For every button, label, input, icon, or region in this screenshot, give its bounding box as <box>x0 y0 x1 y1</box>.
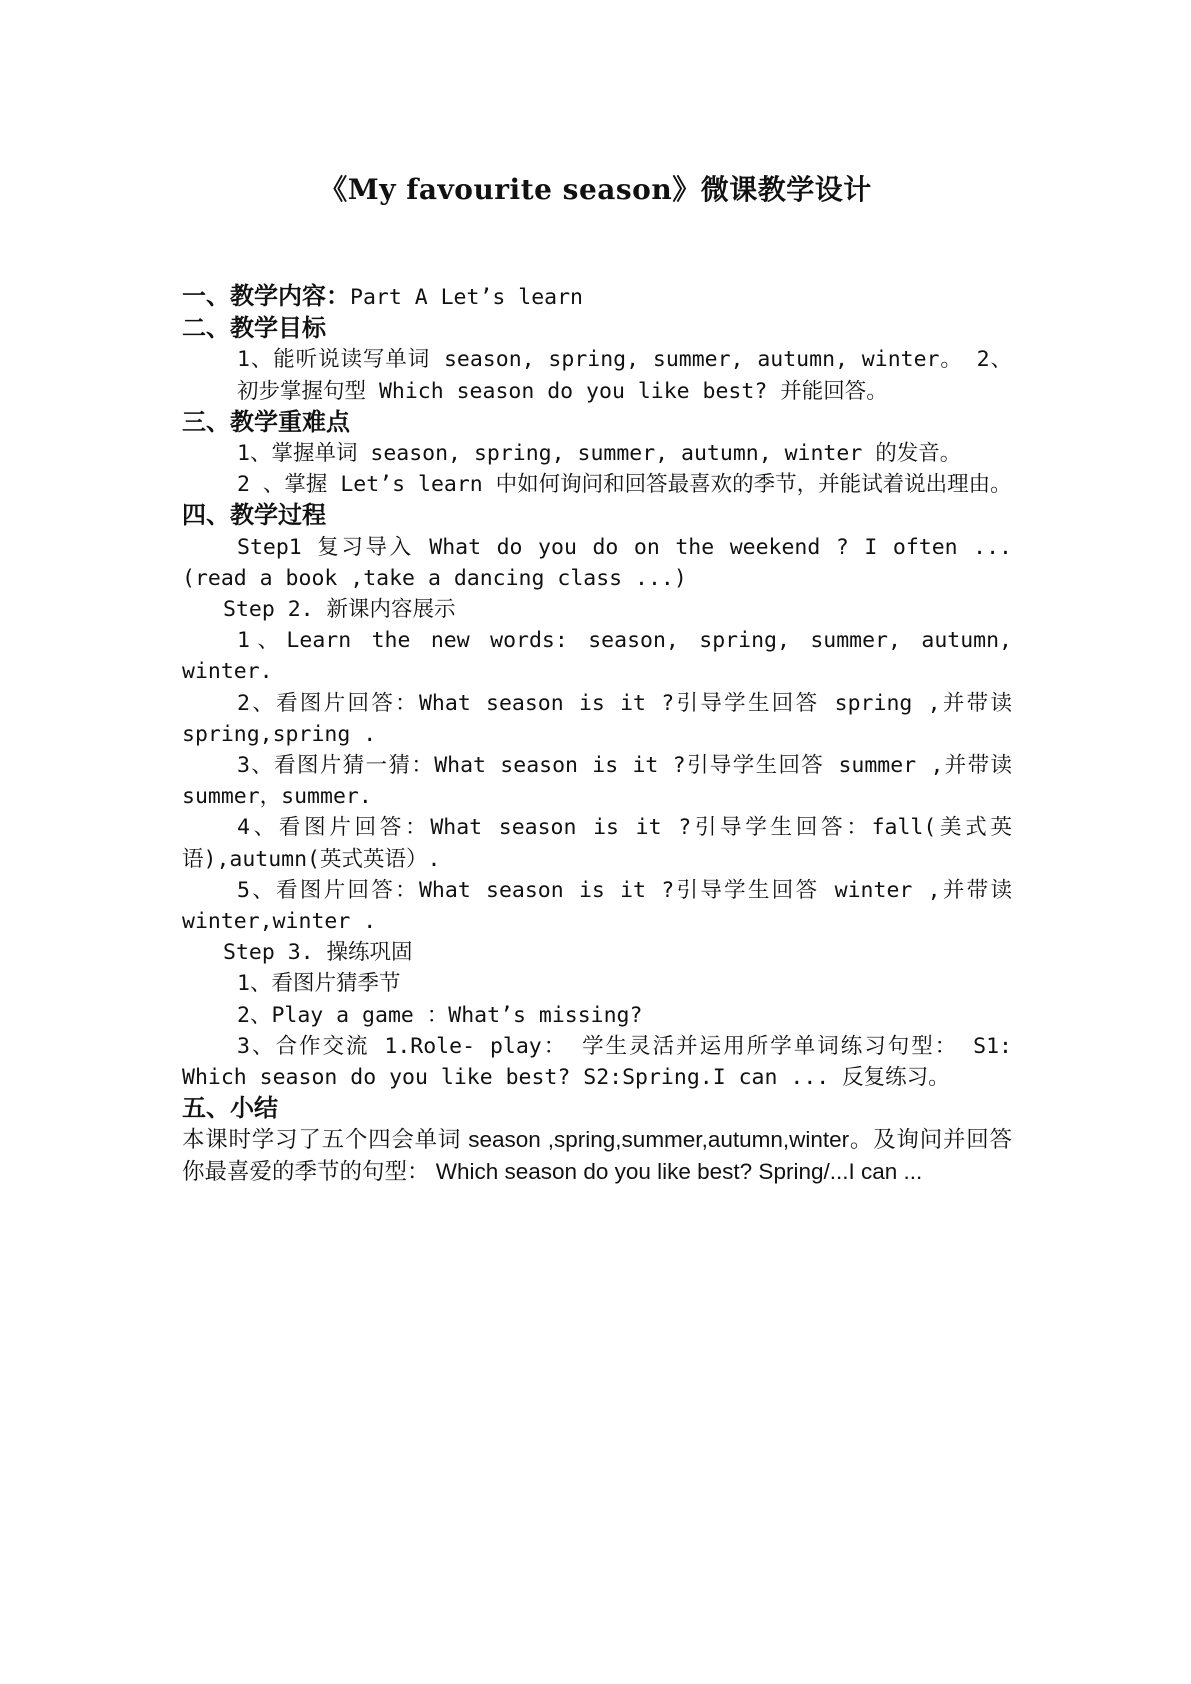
step2-item: 5、看图片回答：What season is it ?引导学生回答 winter ,并带读 winter,winter . <box>182 877 1012 935</box>
section-content-heading: 一、教学内容： <box>182 282 350 310</box>
section-process-heading: 四、教学过程 <box>182 501 326 530</box>
process-step1: Step1 复习导入 What do you do on the weekend ? I often ...(read a book ,take a dancing class ...) <box>182 534 1012 591</box>
step3-item: 3、合作交流 1.Role- play： 学生灵活并运用所学单词练习句型： S1: Which season do you like best? S2:Spring.I can ... 反复练习。 <box>182 1033 1012 1091</box>
step2-item: 1、Learn the new words: season, spring, summer, autumn, winter. <box>182 628 1012 685</box>
section-summary-heading: 五、小结 <box>182 1094 278 1123</box>
step2-item: 2、看图片回答：What season is it ?引导学生回答 spring ,并带读 spring,spring . <box>182 690 1012 747</box>
step2-item: 3、看图片猜一猜：What season is it ?引导学生回答 summer ,并带读 summer，summer. <box>182 753 1012 810</box>
section-content-text: Part A Let’s learn <box>350 285 583 310</box>
section-summary-text: 本课时学习了五个四会单词 season ,spring,summer,autumn,winter。及询问并回答你最喜爱的季节的句型： Which season do you like best? Spring/...I can ... <box>182 1127 1012 1184</box>
document-title: 《My favourite season》微课教学设计 <box>319 173 872 206</box>
key-point-item: 1、掌握单词 season, spring, summer, autumn, winter 的发音。 <box>237 441 962 467</box>
section-goals-text: 1、能听说读写单词 season, spring, summer, autumn, winter。 2、初步掌握句型 Which season do you like best? 并能回答。 <box>237 347 1012 404</box>
process-step3-title: Step 3. 操练巩固 <box>223 940 413 966</box>
step2-item: 4、看图片回答：What season is it ?引导学生回答：fall(美式英语),autumn(英式英语）. <box>182 815 1012 872</box>
section-goals-heading: 二、教学目标 <box>182 314 326 343</box>
section-content <box>182 281 1012 313</box>
step3-item: 1、看图片猜季节 <box>237 971 401 997</box>
key-point-item: 2 、掌握 Let’s learn 中如何询问和回答最喜欢的季节，并能试着说出理由。 <box>237 472 1012 498</box>
process-step2-title: Step 2. 新课内容展示 <box>223 597 456 623</box>
step3-item: 2、Play a game ：What’s missing? <box>237 1002 643 1028</box>
section-key-points-heading: 三、教学重难点 <box>182 407 350 436</box>
document-body <box>182 281 1012 1187</box>
